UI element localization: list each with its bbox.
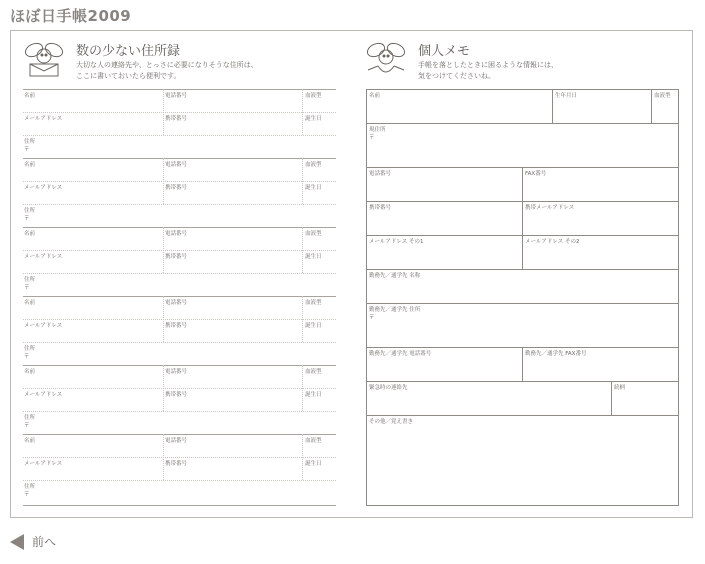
form-divider bbox=[366, 415, 679, 416]
entry-birthday-label: 誕生日 bbox=[305, 461, 322, 467]
entry-address-label: 住所 bbox=[24, 346, 36, 352]
entry-blood-label: 血液型 bbox=[305, 438, 322, 444]
entry-column-divider bbox=[163, 89, 164, 135]
left-description-1: 大切な人の連絡先や、とっさに必要になりそうな住所は、 bbox=[76, 61, 258, 69]
entry-column-divider bbox=[302, 296, 303, 342]
entry-blood-label: 血液型 bbox=[305, 162, 322, 168]
entry-blood-label: 血液型 bbox=[305, 369, 322, 375]
entry-mobile-label: 携帯番号 bbox=[165, 254, 188, 260]
memo-mobile-label: 携帯番号 bbox=[369, 205, 392, 211]
back-arrow-icon bbox=[10, 534, 24, 550]
memo-postal-label: 〒 bbox=[369, 135, 375, 141]
right-description-2: 気をつけてくださいね。 bbox=[418, 72, 495, 80]
entry-name-label: 名前 bbox=[24, 93, 36, 99]
memo-name-label: 名前 bbox=[369, 93, 381, 99]
back-label: 前へ bbox=[32, 535, 57, 549]
entry-email-label: メールアドレス bbox=[24, 116, 63, 122]
entry-top-line bbox=[23, 365, 336, 366]
entry-address-label: 住所 bbox=[24, 415, 36, 421]
mascot-envelope-icon bbox=[22, 40, 66, 78]
entry-phone-label: 電話番号 bbox=[165, 93, 188, 99]
entry-name-label: 名前 bbox=[24, 231, 36, 237]
entry-email-label: メールアドレス bbox=[24, 392, 63, 398]
entry-top-line bbox=[23, 227, 336, 228]
form-divider bbox=[611, 381, 612, 415]
form-divider bbox=[366, 381, 679, 382]
entry-address-label: 住所 bbox=[24, 139, 36, 145]
entry-name-label: 名前 bbox=[24, 162, 36, 168]
entry-column-divider bbox=[163, 158, 164, 204]
memo-address-label: 現住所 bbox=[369, 127, 386, 133]
page-title: ほぼ日手帳2009 bbox=[10, 7, 132, 25]
entry-email-label: メールアドレス bbox=[24, 461, 63, 467]
entry-top-line bbox=[23, 296, 336, 297]
entry-column-divider bbox=[163, 365, 164, 411]
entry-mobile-label: 携帯番号 bbox=[165, 461, 188, 467]
entry-name-label: 名前 bbox=[24, 438, 36, 444]
memo-work-fax-label: 勤務先／通学先 FAX番号 bbox=[525, 351, 587, 357]
entry-email-label: メールアドレス bbox=[24, 323, 63, 329]
memo-work-phone-label: 勤務先／通学先 電話番号 bbox=[369, 351, 432, 357]
entry-birthday-label: 誕生日 bbox=[305, 116, 322, 122]
entry-column-divider bbox=[302, 227, 303, 273]
entry-phone-label: 電話番号 bbox=[165, 369, 188, 375]
entry-top-line bbox=[23, 89, 336, 90]
entry-birthday-label: 誕生日 bbox=[305, 392, 322, 398]
entry-blood-label: 血液型 bbox=[305, 231, 322, 237]
entry-address-label: 住所 bbox=[24, 277, 36, 283]
back-link[interactable] bbox=[10, 533, 56, 550]
entry-column-divider bbox=[302, 158, 303, 204]
entry-mobile-label: 携帯番号 bbox=[165, 185, 188, 191]
entry-dotted-line bbox=[23, 388, 336, 389]
entry-phone-label: 電話番号 bbox=[165, 438, 188, 444]
entry-address-label: 住所 bbox=[24, 484, 36, 490]
memo-work-address-label: 勤務先／通学先 住所 bbox=[369, 307, 421, 313]
entry-birthday-label: 誕生日 bbox=[305, 323, 322, 329]
left-description-2: ここに書いておいたら便利です。 bbox=[76, 72, 181, 80]
entry-dotted-line bbox=[23, 480, 336, 481]
entry-column-divider bbox=[163, 434, 164, 480]
entry-postal-label: 〒 bbox=[24, 216, 30, 222]
personal-memo-form bbox=[366, 89, 679, 506]
entry-dotted-line bbox=[23, 411, 336, 412]
memo-work-postal-label: 〒 bbox=[369, 315, 375, 321]
address-book-bottom-line bbox=[23, 505, 336, 506]
form-divider bbox=[366, 303, 679, 304]
memo-fax-label: FAX番号 bbox=[525, 171, 547, 177]
entry-dotted-line bbox=[23, 112, 336, 113]
memo-email2-label: メールアドレス その2 bbox=[525, 239, 580, 245]
memo-blood-label: 血液型 bbox=[654, 93, 671, 99]
entry-postal-label: 〒 bbox=[24, 423, 30, 429]
entry-dotted-line bbox=[23, 204, 336, 205]
entry-dotted-line bbox=[23, 342, 336, 343]
entry-address-label: 住所 bbox=[24, 208, 36, 214]
entry-birthday-label: 誕生日 bbox=[305, 254, 322, 260]
memo-email1-label: メールアドレス その1 bbox=[369, 239, 424, 245]
entry-mobile-label: 携帯番号 bbox=[165, 392, 188, 398]
entry-blood-label: 血液型 bbox=[305, 93, 322, 99]
entry-phone-label: 電話番号 bbox=[165, 162, 188, 168]
memo-relation-label: 続柄 bbox=[614, 385, 626, 391]
entry-email-label: メールアドレス bbox=[24, 254, 63, 260]
form-divider bbox=[522, 347, 523, 381]
entry-mobile-label: 携帯番号 bbox=[165, 323, 188, 329]
entry-mobile-label: 携帯番号 bbox=[165, 116, 188, 122]
entry-dotted-line bbox=[23, 319, 336, 320]
memo-work-name-label: 勤務先／通学先 名称 bbox=[369, 273, 421, 279]
entry-name-label: 名前 bbox=[24, 369, 36, 375]
entry-postal-label: 〒 bbox=[24, 147, 30, 153]
entry-dotted-line bbox=[23, 457, 336, 458]
entry-column-divider bbox=[302, 365, 303, 411]
entry-birthday-label: 誕生日 bbox=[305, 185, 322, 191]
entry-dotted-line bbox=[23, 135, 336, 136]
form-divider bbox=[522, 167, 523, 269]
entry-dotted-line bbox=[23, 273, 336, 274]
entry-phone-label: 電話番号 bbox=[165, 231, 188, 237]
entry-column-divider bbox=[302, 89, 303, 135]
memo-emergency-label: 緊急時の連絡先 bbox=[369, 385, 408, 391]
form-divider bbox=[651, 89, 652, 123]
form-divider bbox=[366, 269, 679, 270]
entry-dotted-line bbox=[23, 181, 336, 182]
memo-mobile-email-label: 携帯メールアドレス bbox=[525, 205, 575, 211]
left-heading: 数の少ない住所録 bbox=[76, 44, 181, 59]
entry-email-label: メールアドレス bbox=[24, 185, 63, 191]
memo-notes-label: その他／覚え書き bbox=[369, 419, 414, 425]
entry-column-divider bbox=[163, 296, 164, 342]
entry-top-line bbox=[23, 158, 336, 159]
entry-phone-label: 電話番号 bbox=[165, 300, 188, 306]
right-heading: 個人メモ bbox=[418, 44, 471, 59]
entry-column-divider bbox=[163, 227, 164, 273]
mascot-memo-icon bbox=[364, 40, 408, 78]
right-description-1: 手帳を落としたときに困るような情報には、 bbox=[418, 61, 558, 69]
entry-top-line bbox=[23, 434, 336, 435]
entry-name-label: 名前 bbox=[24, 300, 36, 306]
entry-postal-label: 〒 bbox=[24, 492, 30, 498]
entry-column-divider bbox=[302, 434, 303, 480]
memo-birthdate-label: 生年月日 bbox=[555, 93, 578, 99]
form-divider bbox=[366, 123, 679, 124]
entry-postal-label: 〒 bbox=[24, 285, 30, 291]
entry-blood-label: 血液型 bbox=[305, 300, 322, 306]
entry-postal-label: 〒 bbox=[24, 354, 30, 360]
entry-dotted-line bbox=[23, 250, 336, 251]
memo-phone-label: 電話番号 bbox=[369, 171, 392, 177]
form-divider bbox=[552, 89, 553, 123]
